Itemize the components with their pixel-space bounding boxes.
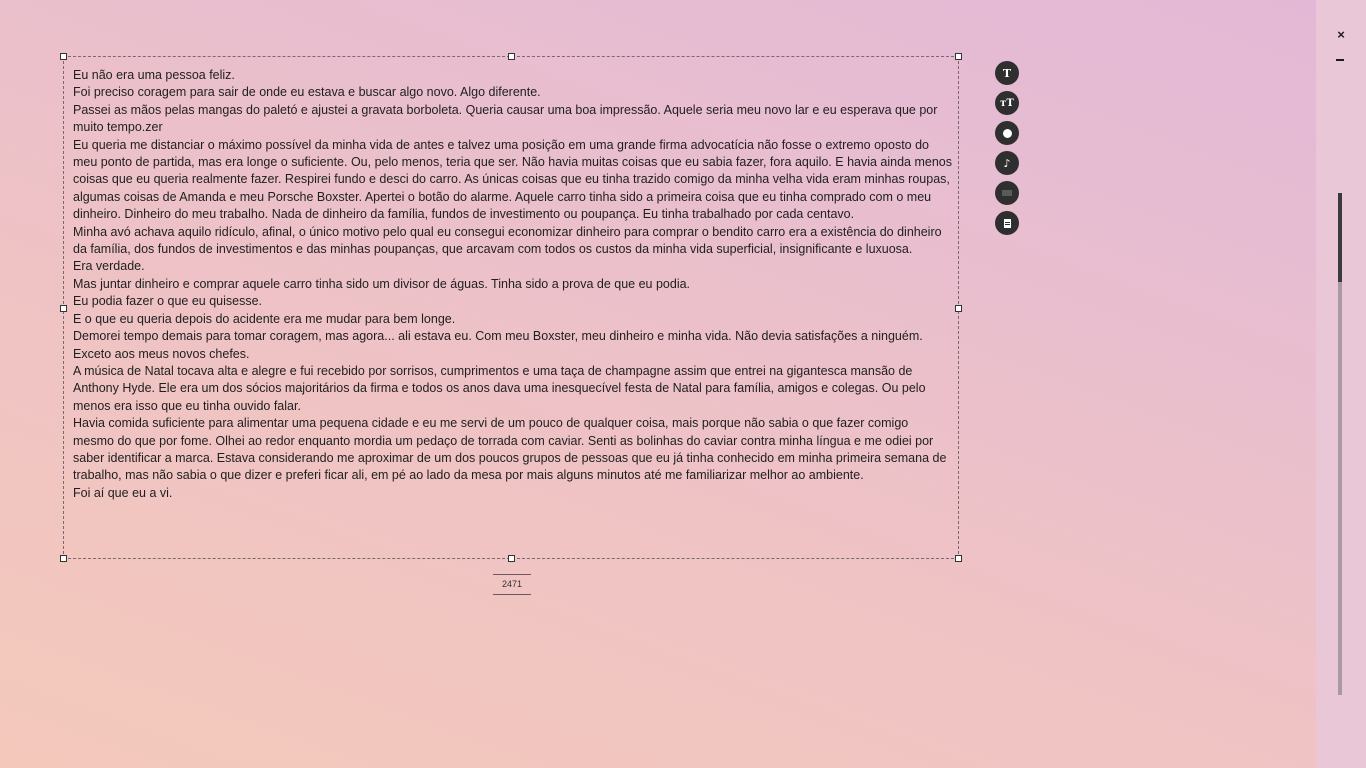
- paragraph: Eu podia fazer o que eu quisesse.: [73, 294, 263, 309]
- text-style-button[interactable]: [995, 61, 1019, 85]
- resize-handle-top-right[interactable]: [955, 53, 962, 60]
- resize-handle-bottom-left[interactable]: [60, 555, 67, 562]
- paragraph: Passei as mãos pelas mangas do paletó e ajustei a gravata borboleta. Queria causar uma boa impressão. Aquele seria meu novo lar e eu esperava que por muito tempo.zer: [73, 102, 938, 135]
- close-button[interactable]: [1334, 28, 1348, 42]
- paragraph: Mas juntar dinheiro e comprar aquele carro tinha sido um divisor de águas. Tinha sido a prova de que eu podia.: [73, 276, 691, 291]
- paragraph: Minha avó achava aquilo ridículo, afinal, o único motivo pelo qual eu consegui economizar dinheiro para comprar o bendito carro era a existência do dinheiro da família, dos fundos de investimentos e das minhas poupanças, que arcavam com todos os custos da minha vida superficial, insignificante e luxuosa.: [73, 224, 942, 257]
- circle-icon: [1003, 129, 1012, 138]
- toolbar: [995, 61, 1020, 241]
- document-button[interactable]: [995, 211, 1019, 235]
- resize-handle-bottom-right[interactable]: [955, 555, 962, 562]
- paragraph: Foi aí que eu a vi.: [73, 485, 173, 500]
- resize-handle-top[interactable]: [508, 53, 515, 60]
- paragraph: Eu não era uma pessoa feliz.: [73, 68, 235, 82]
- font-size-button[interactable]: [995, 91, 1019, 115]
- paragraph: Era verdade.: [73, 259, 145, 274]
- document-icon: [1004, 219, 1011, 228]
- text-style-icon: T: [1002, 66, 1012, 80]
- paragraph: Eu queria me distanciar o máximo possível da minha vida de antes e talvez uma posição em uma grande firma advocatícia não fosse o extremo oposto do meu ponto de partida, mas era longe o suficiente. Ou, pelo menos, teria que ser. Não havia muitas coisas que eu sabia fazer, fora aquilo. E havia ainda menos coisas que eu queria realmente fazer. Respirei fundo e desci do carro. As únicas coisas que eu tinha trazido comigo da minha velha vida eram minhas roupas, algumas coisas de Amanda e meu Porsche Boxster. Apertei o botão do alarme. Aquele carro tinha sido a primeira coisa que eu tinha comprado com o meu dinheiro. Dinheiro do meu trabalho. Nada de dinheiro da família, fundos de investimento ou poupança. Eu tinha trabalhado por cada centavo.: [73, 137, 952, 222]
- paragraph: A música de Natal tocava alta e alegre e fui recebido por sorrisos, cumprimentos e uma taça de champagne assim que entrei na gigantesca mansão de Anthony Hyde. Ele era um dos sócios majoritários da firma e todos os anos dava uma inesquecível festa de Natal para família, amigos e colegas. Ou pelo menos era isso que eu tinha ouvido falar.: [73, 363, 926, 413]
- close-icon: ×: [1337, 27, 1345, 42]
- music-note-icon: ♪: [1003, 156, 1011, 170]
- text-content[interactable]: [73, 67, 952, 502]
- paragraph: E o que eu queria depois do acidente era me mudar para bem longe.: [73, 311, 456, 326]
- paragraph: Foi preciso coragem para sair de onde eu estava e buscar algo novo. Algo diferente.: [73, 85, 541, 100]
- resize-handle-bottom[interactable]: [508, 555, 515, 562]
- minimize-button[interactable]: [1336, 59, 1344, 61]
- resize-handle-right[interactable]: [955, 305, 962, 312]
- paragraph: Demorei tempo demais para tomar coragem, mas agora... ali estava eu. Com meu Boxster, meu dinheiro e minha vida. Não devia satisfações a ninguém. Exceto aos meus novos chefes.: [73, 329, 923, 361]
- music-button[interactable]: [995, 151, 1019, 175]
- text-box[interactable]: [63, 56, 959, 559]
- word-count: 2471: [493, 574, 531, 595]
- theme-button[interactable]: [995, 121, 1019, 145]
- resize-handle-left[interactable]: [60, 305, 67, 312]
- texture-button[interactable]: [995, 181, 1019, 205]
- texture-icon: [1002, 190, 1012, 196]
- font-size-icon: ᴛT: [1000, 97, 1014, 109]
- resize-handle-top-left[interactable]: [60, 53, 67, 60]
- paragraph: Havia comida suficiente para alimentar uma pequena cidade e eu me servi de um pouco de qualquer coisa, mais porque não sabia o que fazer comigo mesmo do que por fome. Olhei ao redor enquanto mordia um pedaço de torrada com caviar. Senti as bolinhas do caviar contra minha língua e me odiei por saber identificar a marca. Estava considerando me aproximar de um dos poucos grupos de pessoas que eu já tinha conhecido em minha primeira semana de trabalho, mas não sabia o que dizer e preferi ficar ali, em pé ao lado da mesa por mais alguns minutos até me familiarizar melhor ao ambiente.: [73, 416, 947, 483]
- scrollbar-thumb[interactable]: [1338, 193, 1342, 282]
